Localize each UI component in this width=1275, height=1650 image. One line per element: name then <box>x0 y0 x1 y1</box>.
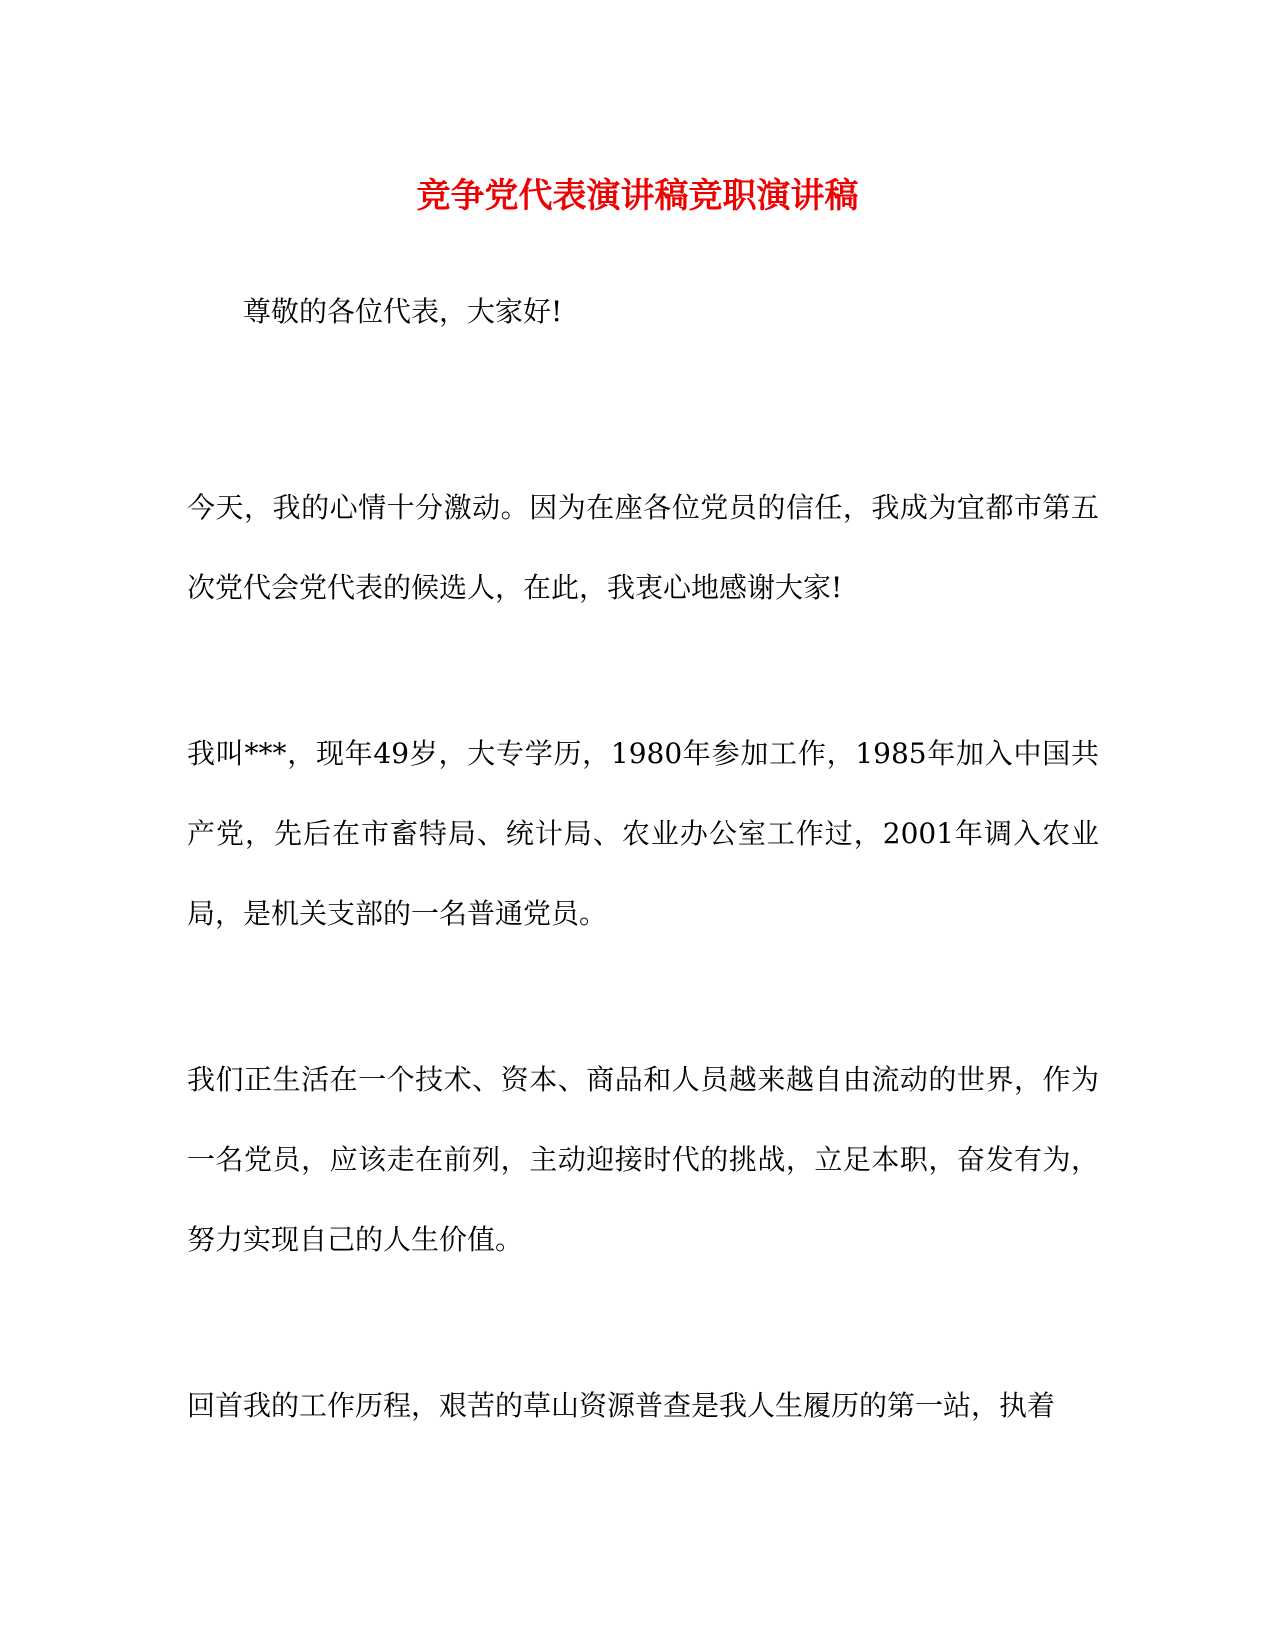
body-paragraph: 我们正生活在一个技术、资本、商品和人员越来越自由流动的世界，作为一名党员，应该走在前列，主动迎接时代的挑战，立足本职，奋发有为，努力实现自己的人生价值。 <box>187 1063 1099 1256</box>
body-paragraph: 回首我的工作历程，艰苦的草山资源普查是我人生履历的第一站，执着 <box>187 1389 1056 1422</box>
document-title: 竞争党代表演讲稿竞职演讲稿 <box>416 176 859 216</box>
body-paragraph: 今天，我的心情十分激动。因为在座各位党员的信任，我成为宜都市第五次党代会党代表的候选人，在此，我衷心地感谢大家! <box>187 491 1099 604</box>
greeting-paragraph: 尊敬的各位代表，大家好! <box>243 295 563 328</box>
body-paragraph: 我叫***，现年49岁，大专学历，1980年参加工作，1985年加入中国共产党，先后在市畜特局、统计局、农业办公室工作过，2001年调入农业局，是机关支部的一名普通党员。 <box>187 737 1099 930</box>
